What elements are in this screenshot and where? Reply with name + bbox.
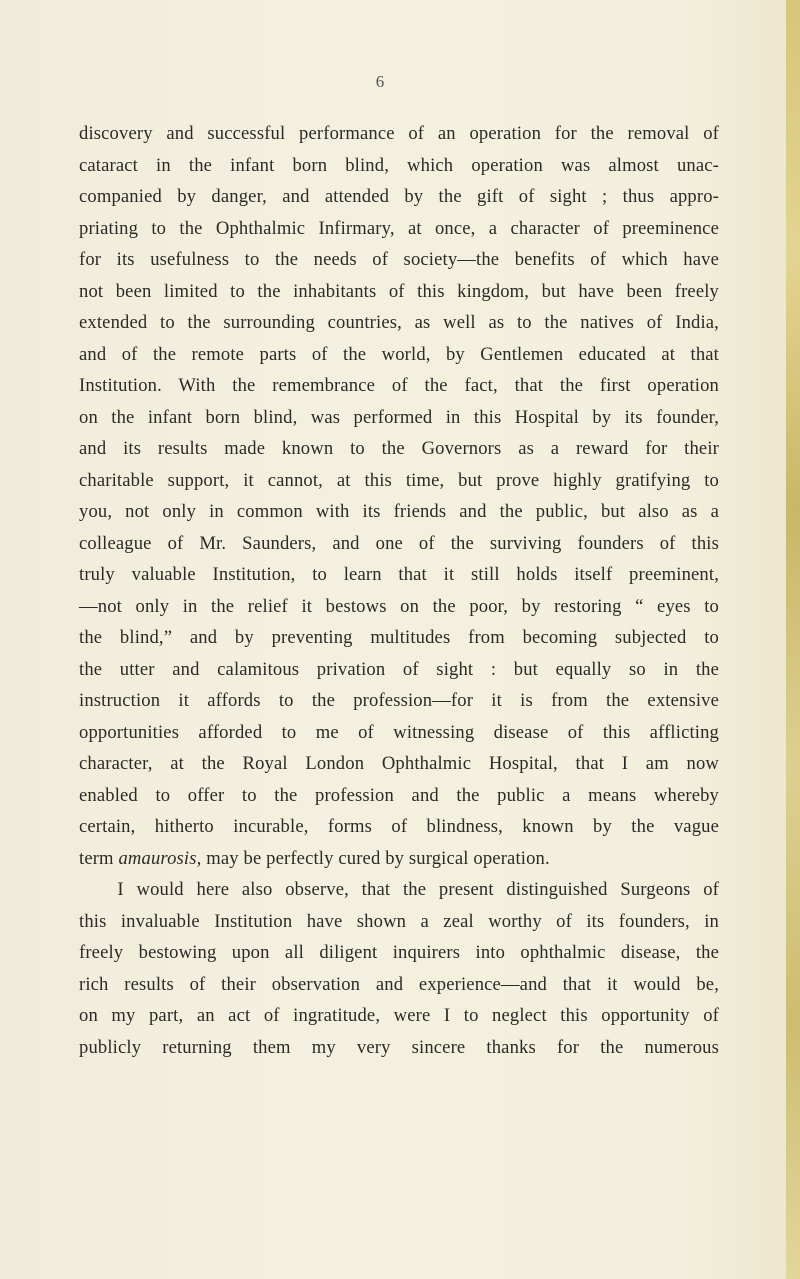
term-amaurosis: amaurosis, <box>118 847 202 869</box>
text-line: —not only in the relief it bestows on the poor, by restoring “ eyes to <box>79 595 719 617</box>
text-line: this invaluable Institution have shown a zeal worthy of its founders, in <box>79 910 719 932</box>
term-suffix: may be perfectly cured by surgical operation. <box>201 847 550 869</box>
text-line: the utter and calamitous privation of sight : but equally so in the <box>79 658 719 680</box>
text-line: you, not only in common with its friends and the public, but also as a <box>79 501 719 522</box>
text-line: cataract in the infant born blind, which operation was almost unac- <box>79 154 719 176</box>
text-line: charitable support, it cannot, at this time, but prove highly gratifying to <box>79 469 719 491</box>
text-line: on the infant born blind, was performed in this Hospital by its founder, <box>79 406 719 428</box>
text-line: discovery and successful performance of an operation for the removal of <box>79 123 719 144</box>
body-text <box>79 118 719 1063</box>
text-line: extended to the surrounding countries, as well as to the natives of India, <box>79 312 719 333</box>
text-line: the blind,” and by preventing multitudes from becoming subjected to <box>79 627 719 648</box>
text-line: and its results made known to the Governors as a reward for their <box>79 438 719 459</box>
page-edge <box>786 0 800 1279</box>
text-line: freely bestowing upon all diligent inquirers into ophthalmic disease, the <box>79 942 719 963</box>
text-line-with-term <box>79 843 719 875</box>
text-line: and of the remote parts of the world, by Gentlemen educated at that <box>79 343 719 365</box>
text-line: I would here also observe, that the present distinguished Surgeons of <box>79 879 719 900</box>
text-line: publicly returning them my very sincere thanks for the numerous <box>79 1036 719 1058</box>
text-line: priating to the Ophthalmic Infirmary, at once, a character of preeminence <box>79 217 719 239</box>
text-line: truly valuable Institution, to learn that it still holds itself preeminent, <box>79 564 719 585</box>
text-line: for its usefulness to the needs of society—the benefits of which have <box>79 249 719 270</box>
text-line: not been limited to the inhabitants of this kingdom, but have been freely <box>79 280 719 302</box>
text-line: instruction it affords to the profession—for it is from the extensive <box>79 690 719 711</box>
text-line: companied by danger, and attended by the gift of sight ; thus appro- <box>79 186 719 207</box>
text-line: opportunities afforded to me of witnessing disease of this afflicting <box>79 721 719 743</box>
term-prefix: term <box>79 847 119 869</box>
text-line: rich results of their observation and experience—and that it would be, <box>79 973 719 995</box>
text-line: character, at the Royal London Ophthalmic Hospital, that I am now <box>79 753 719 774</box>
text-line: enabled to offer to the profession and the public a means whereby <box>79 784 719 806</box>
text-line: on my part, an act of ingratitude, were I to neglect this opportunity of <box>79 1005 719 1026</box>
text-line: Institution. With the remembrance of the fact, that the first operation <box>79 375 719 396</box>
text-line: certain, hitherto incurable, forms of blindness, known by the vague <box>79 816 719 837</box>
page-number: 6 <box>375 72 385 91</box>
text-line: colleague of Mr. Saunders, and one of the surviving founders of this <box>79 532 719 554</box>
